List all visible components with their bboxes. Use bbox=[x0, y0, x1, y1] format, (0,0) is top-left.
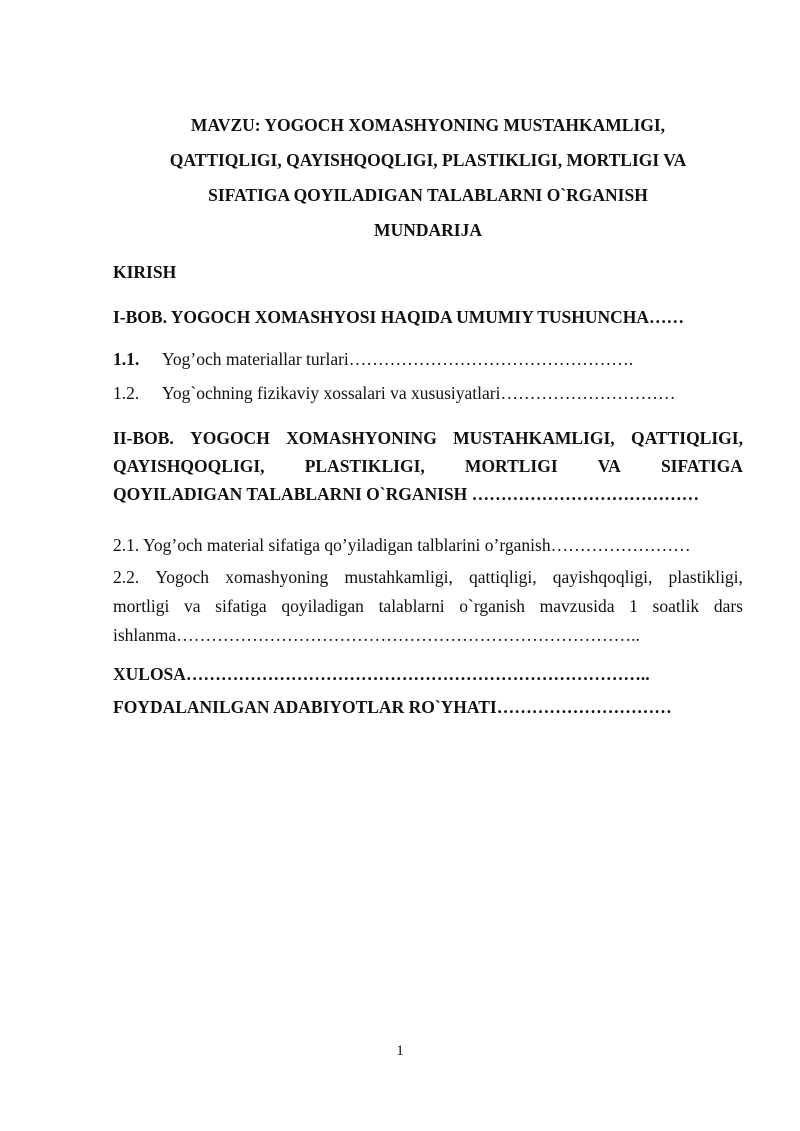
item-word: mavzusida bbox=[539, 596, 615, 616]
toc-item-1-1-number: 1.1. bbox=[113, 349, 140, 369]
toc-item-2-2 bbox=[113, 563, 743, 650]
heading-word: PLASTIKLIGI, bbox=[304, 456, 425, 476]
toc-item-1-2 bbox=[113, 380, 743, 406]
heading-word: SIFATIGA bbox=[660, 456, 743, 476]
toc-item-1-2-text: Yog`ochning fizikaviy xossalari va xususiyatlari………………………… bbox=[162, 383, 676, 403]
chapter2-heading-line-3: QOYILADIGAN TALABLARNI O`RGANISH ………………………………… bbox=[113, 484, 700, 504]
toc-chapter2-heading bbox=[113, 424, 743, 508]
title-line-2: QATTIQLIGI, QAYISHQOQLIGI, PLASTIKLIGI, MORTLIGI VA bbox=[169, 150, 687, 170]
item-word: o`rganish bbox=[459, 596, 526, 616]
chapter2-heading-line-2 bbox=[113, 452, 743, 480]
item-word: soatlik bbox=[652, 596, 700, 616]
heading-word: YOGOCH bbox=[190, 428, 270, 448]
item-word: sifatiga bbox=[215, 596, 267, 616]
toc-intro: KIRISH bbox=[113, 262, 177, 282]
heading-word: XOMASHYONING bbox=[286, 428, 437, 448]
heading-word: MUSTAHKAMLIGI, bbox=[453, 428, 615, 448]
toc-item-1-1 bbox=[113, 346, 743, 372]
heading-word: VA bbox=[597, 456, 621, 476]
item-word: Yogoch bbox=[155, 567, 210, 587]
toc-conclusion: XULOSA…………………………………………………………………….. bbox=[113, 664, 650, 684]
toc-item-2-1: 2.1. Yog’och material sifatiga qo’yiladigan talblarini o’rganish…………………… bbox=[113, 535, 691, 555]
item-word: plastikligi, bbox=[668, 567, 743, 587]
heading-word: QAYISHQOQLIGI, bbox=[113, 456, 265, 476]
item-word: qattiqligi, bbox=[469, 567, 537, 587]
item-word: 2.2. bbox=[113, 567, 140, 587]
item-2-2-line-1 bbox=[113, 563, 743, 592]
title-line-3: SIFATIGA QOYILADIGAN TALABLARNI O`RGANISH bbox=[208, 185, 648, 205]
heading-word: II-BOB. bbox=[113, 428, 174, 448]
toc-chapter1-heading: I-BOB. YOGOCH XOMASHYOSI HAQIDA UMUMIY TUSHUNCHA…… bbox=[113, 307, 685, 327]
item-word: mustahkamligi, bbox=[344, 567, 453, 587]
item-word: va bbox=[184, 596, 201, 616]
contents-heading: MUNDARIJA bbox=[374, 220, 482, 240]
chapter2-heading-line-1 bbox=[113, 424, 743, 452]
item-word: 1 bbox=[629, 596, 638, 616]
item-word: dars bbox=[713, 596, 743, 616]
toc-item-1-2-number: 1.2. bbox=[113, 383, 140, 403]
heading-word: QATTIQLIGI, bbox=[630, 428, 743, 448]
item-word: mortligi bbox=[113, 596, 170, 616]
page-number: 1 bbox=[396, 1043, 404, 1059]
item-word: qoyiladigan bbox=[281, 596, 364, 616]
item-word: talablarni bbox=[378, 596, 445, 616]
item-2-2-line-2 bbox=[113, 592, 743, 621]
heading-word: MORTLIGI bbox=[464, 456, 558, 476]
document-title bbox=[113, 108, 743, 213]
title-line-1: MAVZU: YOGOCH XOMASHYONING MUSTAHKAMLIGI, bbox=[190, 115, 666, 135]
item-word: xomashyoning bbox=[225, 567, 329, 587]
toc-references: FOYDALANILGAN ADABIYOTLAR RO`YHATI………………………… bbox=[113, 697, 672, 717]
toc-item-1-1-text: Yog’och materiallar turlari…………………………………………. bbox=[162, 349, 634, 369]
item-word: qayishqoqligi, bbox=[552, 567, 653, 587]
item-2-2-line-3: ishlanma…………………………………………………………………….. bbox=[113, 625, 640, 645]
